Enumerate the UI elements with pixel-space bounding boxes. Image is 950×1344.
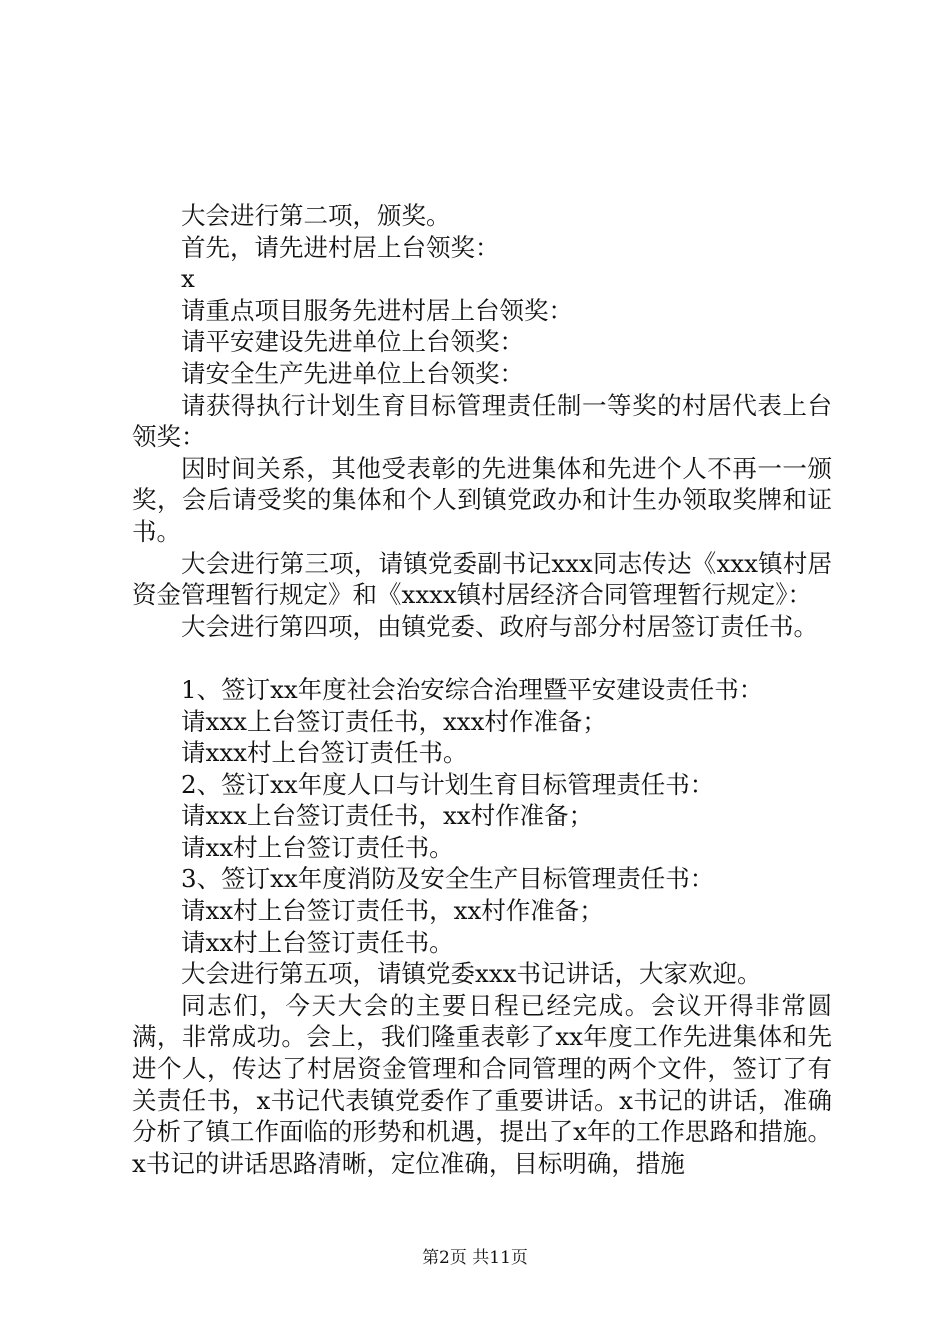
paragraph: 首先，请先进村居上台领奖： [181,232,500,262]
paragraph: 请xxx上台签订责任书，xx村作准备； [181,801,594,831]
paragraph: 请xxx村上台签订责任书。 [181,738,468,768]
paragraph: 请xx村上台签订责任书。 [181,832,454,862]
paragraph: 大会进行第四项，由镇党委、政府与部分村居签订责任书。 [181,611,818,641]
paragraph: x [181,264,195,294]
blank-line [132,642,832,674]
paragraph: 大会进行第五项，请镇党委xxx书记讲话，大家欢迎。 [181,959,762,989]
paragraph: 请安全生产先进单位上台领奖： [181,358,524,388]
paragraph: 3、签订xx年度消防及安全生产目标管理责任书： [181,864,715,894]
paragraph: 大会进行第三项，请镇党委副书记xxx同志传达《xxx镇村居资金管理暂行规定》和《xxxx镇村居经济合同管理暂行规定》： [132,548,832,610]
paragraph: 请xx村上台签订责任书。 [181,927,454,957]
page-footer: 第2页 共11页 [422,1248,528,1268]
paragraph: 请获得执行计划生育目标管理责任制一等奖的村居代表上台领奖： [132,390,832,452]
paragraph: 1、签订xx年度社会治安综合治理暨平安建设责任书： [181,674,764,704]
paragraph: 同志们，今天大会的主要日程已经完成。会议开得非常圆满，非常成功。会上，我们隆重表彰了xx年度工作先进集体和先进个人，传达了村居资金管理和合同管理的两个文件，签订了有关责任书，x书记代表镇党委作了重要讲话。x书记的讲话，准确分析了镇工作面临的形势和机遇，提出了x年的工作思路和措施。x书记的讲话思路清晰，定位准确，目标明确，措施 [132,990,832,1178]
paragraph: 请平安建设先进单位上台领奖： [181,327,524,357]
paragraph: 2、签订xx年度人口与计划生育目标管理责任书： [181,769,715,799]
paragraph: 大会进行第二项，颁奖。 [181,201,451,230]
paragraph: 请xx村上台签订责任书，xx村作准备； [181,896,604,926]
paragraph: 因时间关系，其他受表彰的先进集体和先进个人不再一一颁奖，会后请受奖的集体和个人到镇党政办和计生办领取奖牌和证书。 [132,453,832,546]
paragraph: 请xxx上台签订责任书，xxx村作准备； [181,706,607,736]
document-body [132,200,832,1179]
paragraph: 请重点项目服务先进村居上台领奖： [181,295,573,325]
